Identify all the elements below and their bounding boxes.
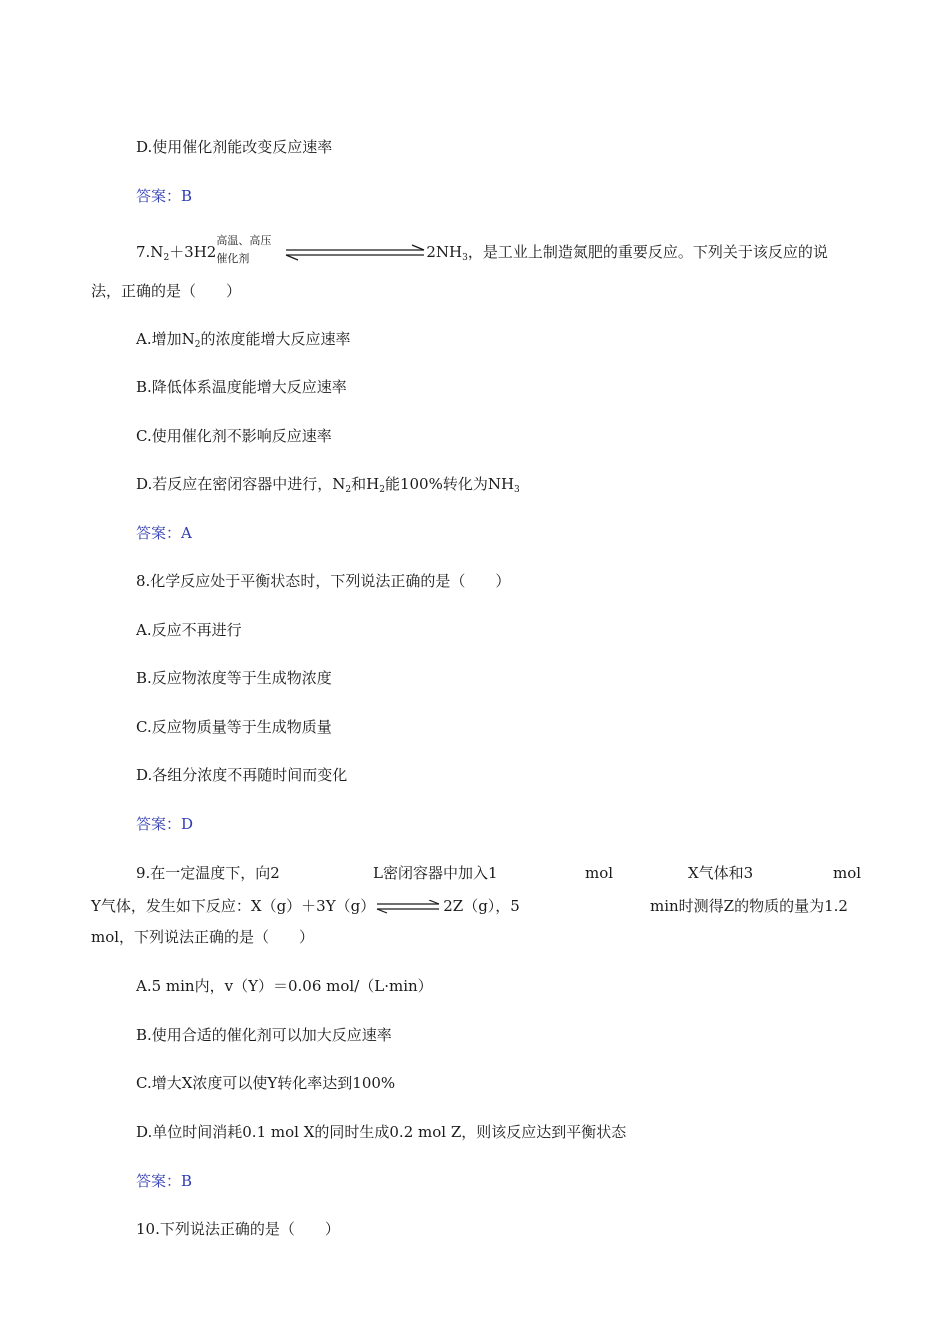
q7-option-b: B.降低体系温度能增大反应速率 <box>136 378 347 396</box>
equilibrium-arrow-icon <box>375 900 443 914</box>
q8-stem: 8.化学反应处于平衡状态时，下列说法正确的是（ ） <box>136 572 511 590</box>
q9-option-c: C.增大X浓度可以使Y转化率达到100% <box>136 1074 396 1092</box>
q8-option-a: A.反应不再进行 <box>136 621 242 639</box>
q7-reaction-conditions <box>216 234 426 265</box>
q9-answer: 答案：B <box>136 1172 193 1190</box>
q8-answer: 答案：D <box>136 815 194 833</box>
q9-option-a: A.5 min内，v（Y）＝0.06 mol/（L·min） <box>136 977 433 995</box>
q8-option-b: B.反应物浓度等于生成物浓度 <box>136 669 332 687</box>
reversible-arrow-icon <box>284 243 428 263</box>
q8-option-c: C.反应物质量等于生成物质量 <box>136 718 332 736</box>
q9-stem-a: 9.在一定温度下，向2 <box>136 864 280 882</box>
q7-suffix: ，是工业上制造氮肥的重要反应。下列关于该反应的说 <box>467 243 828 261</box>
q7-stem <box>136 234 828 265</box>
q7-option-d: D.若反应在密闭容器中进行，$N_2$和$H_2$能100%转化为$NH_3$ <box>136 475 520 495</box>
q8-option-d: D.各组分浓度不再随时间而变化 <box>136 766 348 784</box>
q7-sub-n2: 2 <box>163 253 170 263</box>
q7-option-c: C.使用催化剂不影响反应速率 <box>136 427 332 445</box>
q9-stem-line2-c: min时测得Z的物质的量为1.2 <box>650 897 848 915</box>
q6-option-d: D.使用催化剂能改变反应速率 <box>136 138 333 156</box>
q7-prefix: 7.N <box>136 243 164 261</box>
q7-cond-bottom: 催化剂 <box>216 252 250 265</box>
q9-stem-line2: Y气体，发生如下反应：X（g）＋3Y（g） 2Z（g），5 <box>91 897 520 915</box>
q7-cond-top: 高温、高压 <box>216 234 272 247</box>
q7-answer: 答案：A <box>136 524 192 542</box>
q7-option-a: A.增加$N_2$的浓度能增大反应速率 <box>136 330 351 350</box>
q9-option-d: D.单位时间消耗0.1 mol X的同时生成0.2 mol Z，则该反应达到平衡状态 <box>136 1123 627 1141</box>
q7-stem-line2: 法，正确的是（ ） <box>91 282 242 300</box>
q9-stem-c: mol <box>585 864 614 882</box>
q7-mid: ＋3H2 <box>169 243 217 261</box>
q9-stem-d: X气体和3 <box>688 864 754 882</box>
q9-option-b: B.使用合适的催化剂可以加大反应速率 <box>136 1026 392 1044</box>
q9-stem-e: mol <box>833 864 862 882</box>
q7-product-sub: 3 <box>462 253 468 263</box>
q9-stem-b: L密闭容器中加入1 <box>373 864 498 882</box>
q10-stem: 10.下列说法正确的是（ ） <box>136 1220 340 1238</box>
q6-answer: 答案：B <box>136 187 193 205</box>
q9-stem-line3: mol，下列说法正确的是（ ） <box>91 928 315 946</box>
q7-product: 2NH <box>426 243 463 261</box>
